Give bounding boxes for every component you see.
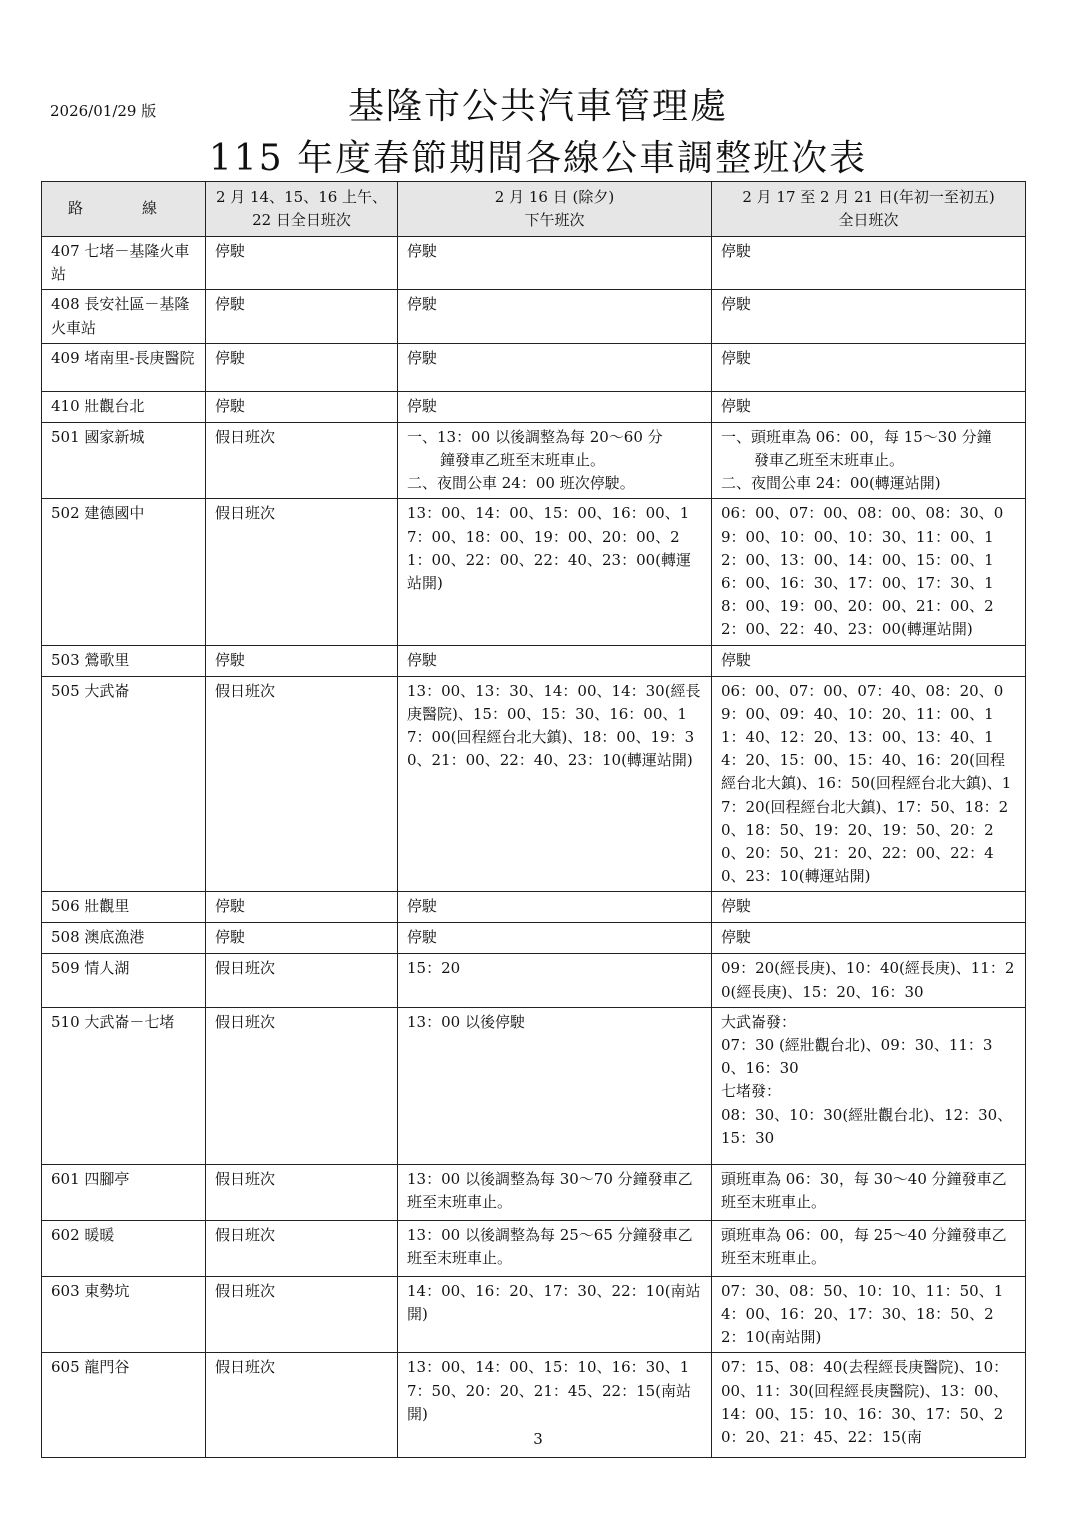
schedule-line: 13：00、13：30、14：00、14：30(經長庚醫院)、15：00、15：30、16：00、17：00(回程經台北大鎮)、18：00、19：30、21：00、22：40、23：10(轉運站開) <box>407 681 701 770</box>
schedule-line: 停駛 <box>407 928 438 947</box>
schedule-line: 07：15、08：40(去程經長庚醫院)、10：00、11：30(回程經長庚醫院)、13：00、14：00、15：10、16：30、17：50、20：20、21：45、22：15(南 <box>721 1358 1009 1447</box>
schedule-line: 07：30、08：50、10：10、11：50、14：00、16：20、17：30、18：50、22：10(南站開) <box>721 1281 1004 1347</box>
schedule-line: 停駛 <box>721 242 752 260</box>
page-title: 基隆市公共汽車管理處 <box>347 86 728 127</box>
table-row <box>42 1276 1026 1353</box>
holiday-schedule: 假日班次 <box>206 1007 398 1164</box>
table-row <box>42 1164 1026 1220</box>
schedule-line: 停駛 <box>721 897 752 916</box>
newyear-schedule <box>712 1276 1026 1353</box>
table-row <box>42 1007 1026 1164</box>
schedule-line: 二、夜間公車 24：00 班次停駛。 <box>407 474 635 493</box>
table-row <box>42 422 1026 499</box>
newyear-schedule <box>712 676 1026 892</box>
route-name: 509 情人湖 <box>42 954 206 1007</box>
column-header-eve: 2 月 16 日 (除夕) 下午班次 <box>398 182 712 237</box>
route-name: 605 龍門谷 <box>42 1353 206 1458</box>
table-row <box>42 923 1026 954</box>
eve-schedule <box>398 237 712 290</box>
schedule-line: 06：00、07：00、07：40、08：20、09：00、09：40、10：20、11：00、11：40、12：20、13：00、13：40、14：20、15：00、15：40、16：20(回程經台北大鎮)、16：50(回程經台北大鎮)、17：20(回程經台北大鎮)、17：50、18：20、18：50、19：20、19：50、20：20、20：50、21：20、22：00、22：40、23：10(轉運站開) <box>721 681 1012 886</box>
eve-schedule <box>398 1007 712 1164</box>
route-name: 501 國家新城 <box>42 422 206 499</box>
holiday-schedule: 停駛 <box>206 290 398 343</box>
eve-schedule <box>398 422 712 499</box>
eve-schedule <box>398 645 712 676</box>
eve-schedule <box>398 499 712 645</box>
schedule-line: 13：00 以後調整為每 25～65 分鐘發車乙班至末班車止。 <box>407 1225 693 1268</box>
schedule-line: 13：00 以後調整為每 30～70 分鐘發車乙班至末班車止。 <box>407 1169 693 1212</box>
newyear-schedule <box>712 422 1026 499</box>
eve-schedule <box>398 676 712 892</box>
holiday-schedule: 假日班次 <box>206 499 398 645</box>
schedule-line: 08：30、10：30(經壯觀台北)、12：30、15：30 <box>721 1105 1013 1147</box>
schedule-line: 13：00、14：00、15：10、16：30、17：50、20：20、21：45、22：15(南站開) <box>407 1358 692 1423</box>
table-row <box>42 892 1026 923</box>
newyear-schedule <box>712 237 1026 290</box>
schedule-line: 停駛 <box>407 396 438 415</box>
holiday-schedule: 假日班次 <box>206 422 398 499</box>
route-name: 409 堵南里-長庚醫院 <box>42 343 206 391</box>
holiday-schedule: 停駛 <box>206 343 398 391</box>
route-name: 502 建德國中 <box>42 499 206 645</box>
eve-schedule <box>398 343 712 391</box>
eve-schedule <box>398 892 712 923</box>
route-name: 506 壯觀里 <box>42 892 206 923</box>
table-row <box>42 499 1026 645</box>
route-name: 510 大武崙－七堵 <box>42 1007 206 1164</box>
route-name: 407 七堵－基隆火車站 <box>42 237 206 290</box>
holiday-schedule: 假日班次 <box>206 1353 398 1458</box>
holiday-schedule: 停駛 <box>206 237 398 290</box>
route-name: 602 暖暖 <box>42 1220 206 1276</box>
column-header-route: 路 線 <box>42 182 206 237</box>
holiday-schedule: 假日班次 <box>206 676 398 892</box>
schedule-line: 07：30 (經壯觀台北)、09：30、11：30、16：30 <box>721 1036 993 1078</box>
page-subtitle: 115 年度春節期間各線公車調整班次表 <box>208 138 868 179</box>
schedule-line: 停駛 <box>407 295 438 314</box>
newyear-schedule <box>712 954 1026 1007</box>
table-row <box>42 391 1026 422</box>
eve-schedule <box>398 1276 712 1353</box>
holiday-schedule: 停駛 <box>206 892 398 923</box>
newyear-schedule <box>712 1164 1026 1220</box>
eve-schedule <box>398 290 712 343</box>
schedule-line: 一、頭班車為 06：00，每 15～30 分鐘 <box>721 427 992 446</box>
table-row <box>42 343 1026 391</box>
newyear-schedule <box>712 1220 1026 1276</box>
newyear-schedule <box>712 343 1026 391</box>
route-name: 601 四腳亭 <box>42 1164 206 1220</box>
holiday-schedule: 假日班次 <box>206 1220 398 1276</box>
table-row <box>42 676 1026 892</box>
column-header-holiday: 2 月 14、15、16 上午、 22 日全日班次 <box>206 182 398 237</box>
route-name: 408 長安社區－基隆火車站 <box>42 290 206 343</box>
schedule-line: 停駛 <box>407 348 438 367</box>
schedule-line: 停駛 <box>721 348 752 367</box>
schedule-line: 09：20(經長庚)、10：40(經長庚)、11：20(經長庚)、15：20、16：30 <box>721 959 1015 1001</box>
schedule-line: 停駛 <box>721 928 752 947</box>
eve-schedule <box>398 1220 712 1276</box>
newyear-schedule <box>712 499 1026 645</box>
route-name: 508 澳底漁港 <box>42 923 206 954</box>
eve-schedule <box>398 391 712 422</box>
column-header-newyear: 2 月 17 至 2 月 21 日(年初一至初五) 全日班次 <box>712 182 1026 237</box>
holiday-schedule: 停駛 <box>206 645 398 676</box>
version-label: 2026/01/29 版 <box>50 102 157 120</box>
schedule-line: 14：00、16：20、17：30、22：10(南站開) <box>407 1281 701 1324</box>
schedule-line: 停駛 <box>721 650 752 669</box>
page-number: 3 <box>533 1430 543 1448</box>
newyear-schedule <box>712 923 1026 954</box>
schedule-line: 發車乙班至末班車止。 <box>754 451 905 470</box>
schedule-line: 停駛 <box>407 897 438 916</box>
table-row <box>42 237 1026 290</box>
newyear-schedule <box>712 1007 1026 1164</box>
schedule-line: 一、13：00 以後調整為每 20～60 分 <box>407 427 663 446</box>
table-row <box>42 290 1026 343</box>
route-name: 410 壯觀台北 <box>42 391 206 422</box>
schedule-table <box>41 181 1026 1458</box>
holiday-schedule: 假日班次 <box>206 954 398 1007</box>
newyear-schedule <box>712 290 1026 343</box>
eve-schedule <box>398 923 712 954</box>
holiday-schedule: 停駛 <box>206 391 398 422</box>
schedule-line: 停駛 <box>721 295 752 314</box>
schedule-line: 七堵發： <box>721 1082 782 1101</box>
schedule-line: 06：00、07：00、08：00、08：30、09：00、10：00、10：30、11：00、12：00、13：00、14：00、15：00、16：00、16：30、17：00、17：30、18：00、19：00、20：00、21：00、22：00、22：40、23：00(轉運站開) <box>721 504 1004 639</box>
schedule-line: 13：00 以後停駛 <box>407 1012 525 1031</box>
route-name: 503 鶯歌里 <box>42 645 206 676</box>
eve-schedule <box>398 954 712 1007</box>
holiday-schedule: 假日班次 <box>206 1164 398 1220</box>
eve-schedule <box>398 1164 712 1220</box>
table-row <box>42 645 1026 676</box>
schedule-line: 大武崙發： <box>721 1012 797 1031</box>
schedule-line: 鐘發車乙班至末班車止。 <box>440 451 606 470</box>
route-name: 603 東勢坑 <box>42 1276 206 1353</box>
schedule-line: 停駛 <box>407 242 438 260</box>
schedule-line: 二、夜間公車 24：00(轉運站開) <box>721 474 941 493</box>
newyear-schedule <box>712 391 1026 422</box>
newyear-schedule <box>712 892 1026 923</box>
schedule-line: 13：00、14：00、15：00、16：00、17：00、18：00、19：00、20：00、21：00、22：00、22：40、23：00(轉運站開) <box>407 504 692 593</box>
schedule-line: 頭班車為 06：30，每 30～40 分鐘發車乙班至末班車止。 <box>721 1169 1007 1212</box>
holiday-schedule: 停駛 <box>206 923 398 954</box>
table-row <box>42 1220 1026 1276</box>
schedule-line: 停駛 <box>407 650 438 669</box>
schedule-line: 停駛 <box>721 396 752 415</box>
route-name: 505 大武崙 <box>42 676 206 892</box>
schedule-line: 15：20 <box>407 959 461 978</box>
table-row <box>42 954 1026 1007</box>
newyear-schedule <box>712 645 1026 676</box>
schedule-line: 頭班車為 06：00，每 25～40 分鐘發車乙班至末班車止。 <box>721 1225 1007 1268</box>
holiday-schedule: 假日班次 <box>206 1276 398 1353</box>
